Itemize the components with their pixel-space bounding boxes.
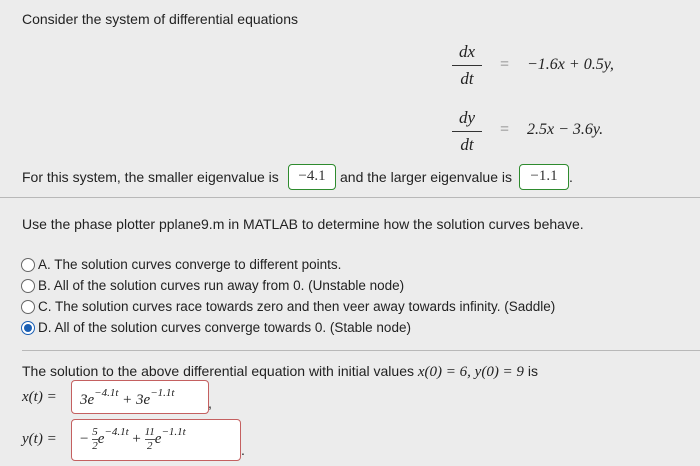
eq1-numerator: dx xyxy=(458,42,476,61)
eigen-lead-text: For this system, the smaller eigenvalue is xyxy=(22,169,279,185)
y-solution-field[interactable] xyxy=(71,419,241,461)
larger-eigenvalue-field[interactable]: −1.1 xyxy=(519,164,569,190)
y-frac2 xyxy=(145,427,155,452)
eq2-rhs: 2.5x − 3.6y. xyxy=(527,121,604,138)
solution-intro-end: is xyxy=(527,363,538,379)
solution-intro xyxy=(22,363,538,381)
y-solution-lhs: y(t) = xyxy=(22,431,57,447)
initial-values: x(0) = 6, y(0) = 9 xyxy=(417,364,524,380)
x-exp2: −1.1t xyxy=(150,387,175,399)
x-solution-end: , xyxy=(208,395,212,411)
option-a-label[interactable]: A. The solution curves converge to different points. xyxy=(38,257,342,272)
y-plus: + xyxy=(132,430,141,447)
option-c-label[interactable]: C. The solution curves race towards zero and then veer away towards infinity. (Saddle) xyxy=(38,299,556,314)
y-exp2: −1.1t xyxy=(161,425,186,438)
y-frac2-den: 2 xyxy=(146,440,153,452)
option-c-radio[interactable] xyxy=(21,300,35,314)
eq1-derivative xyxy=(452,42,482,89)
phase-instruction: Use the phase plotter pplane9.m in MATLAB to determine how the solution curves behave. xyxy=(22,216,584,232)
eq2-fraction-bar xyxy=(452,131,482,132)
eigen-middle-text: and the larger eigenvalue is xyxy=(340,169,513,185)
x-term2: + 3e xyxy=(122,392,151,408)
option-a-radio[interactable] xyxy=(21,258,35,272)
eigen-end-period: . xyxy=(569,169,573,185)
x-solution-field[interactable] xyxy=(71,380,209,414)
option-d-radio[interactable] xyxy=(21,321,35,335)
x-solution-expression xyxy=(80,387,175,409)
y-solution-expression xyxy=(80,427,186,452)
y-exp1: −4.1t xyxy=(104,425,129,438)
x-term1: 3e xyxy=(80,392,95,408)
eq2-denominator: dt xyxy=(460,135,474,154)
option-b-radio[interactable] xyxy=(21,279,35,293)
y-frac2-num: 11 xyxy=(144,426,155,438)
eq2-numerator: dy xyxy=(458,108,476,127)
smaller-eigenvalue-field[interactable]: −4.1 xyxy=(288,164,336,190)
eq1-fraction-bar xyxy=(452,65,482,66)
section-divider-2 xyxy=(22,350,700,351)
solution-intro-text: The solution to the above differential equation with initial values xyxy=(22,363,414,379)
section-divider-1 xyxy=(0,197,700,198)
eq2-derivative xyxy=(452,108,482,155)
y-frac1-den: 2 xyxy=(92,440,98,452)
x-solution-lhs: x(t) = xyxy=(22,389,57,405)
x-exp1: −4.1t xyxy=(94,387,119,399)
y-e2: e xyxy=(154,430,162,447)
eq1-equals: = xyxy=(500,56,510,73)
option-d-label[interactable]: D. All of the solution curves converge towards 0. (Stable node) xyxy=(38,320,411,335)
prompt-text: Consider the system of differential equations xyxy=(22,11,299,27)
y-frac1-num: 5 xyxy=(92,426,98,438)
option-b-label[interactable]: B. All of the solution curves run away from 0. (Unstable node) xyxy=(38,278,405,293)
eq1-denominator: dt xyxy=(460,69,474,88)
y-solution-end: . xyxy=(241,442,245,458)
eq2-equals: = xyxy=(500,121,510,138)
y-sign: − xyxy=(80,430,89,447)
eq1-rhs: −1.6x + 0.5y, xyxy=(527,56,614,73)
y-e1: e xyxy=(97,430,105,447)
